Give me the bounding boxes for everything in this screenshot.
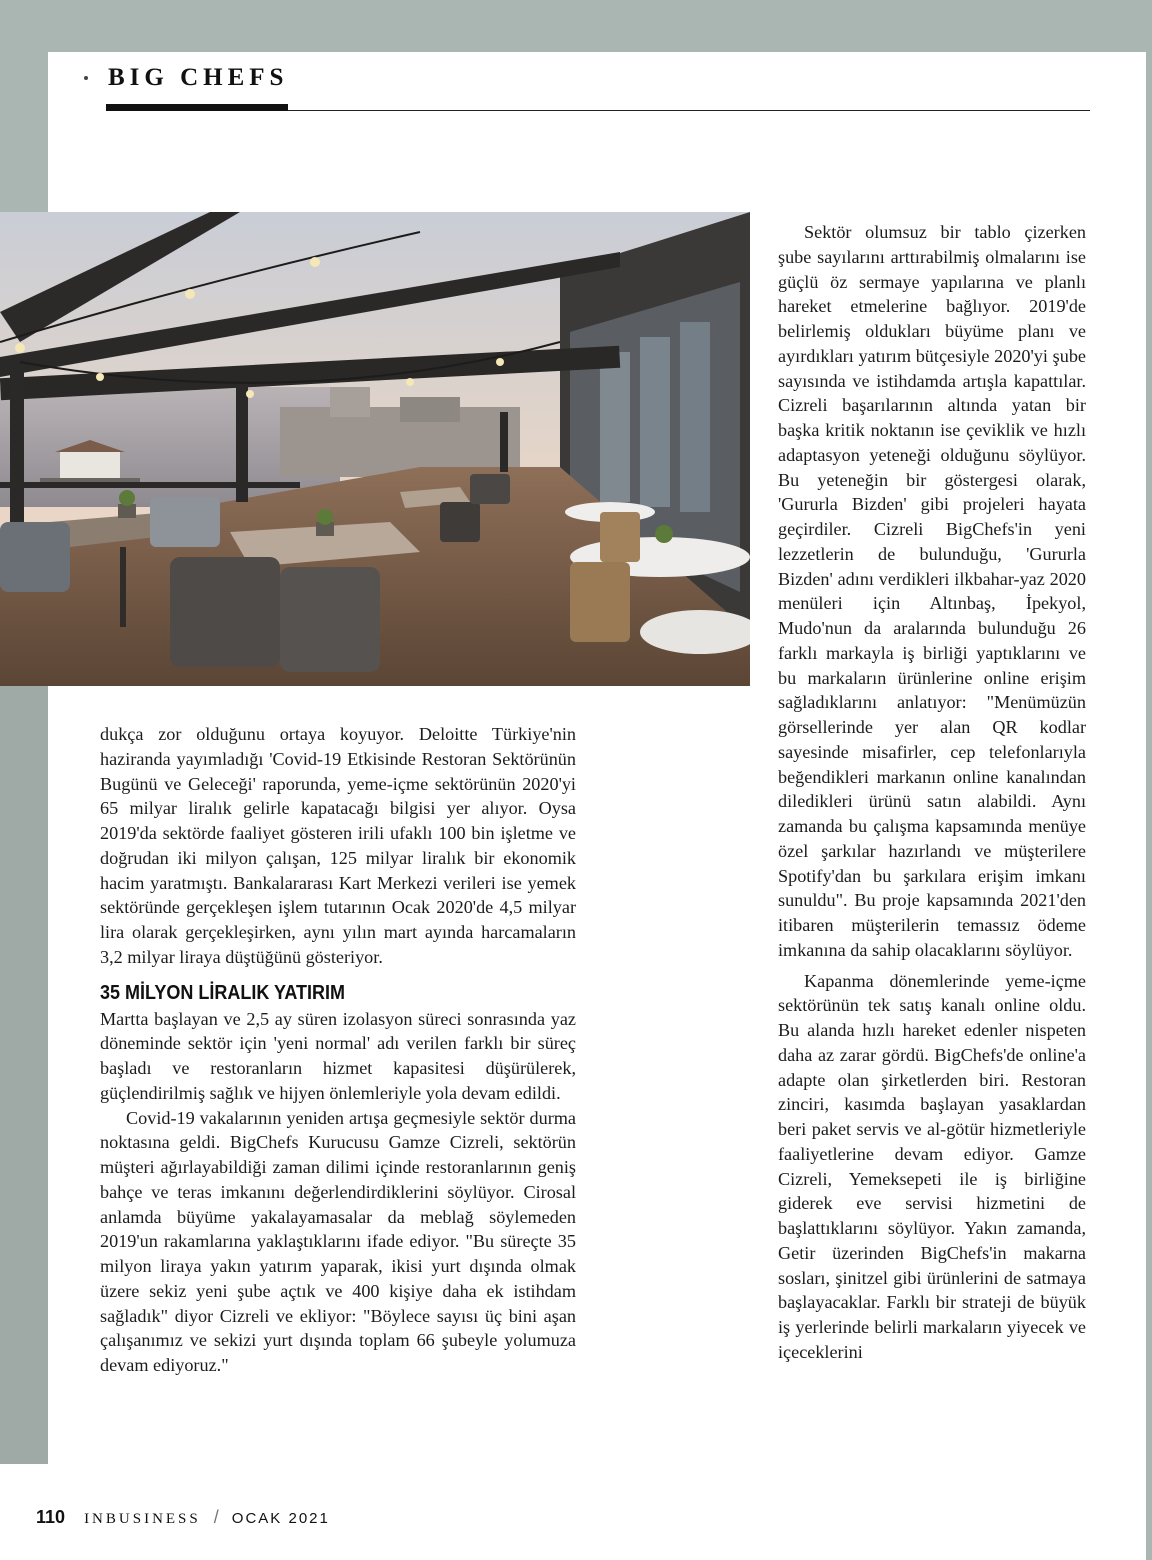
header-rule-thin (288, 110, 1090, 111)
right-paragraph-1: Sektör olumsuz bir tablo çizerken şube sayılarını arttırabilmiş olmalarını ise güçlü öz sermaye yapılarına ve planlı hareket etmelerine bağlıyor. 2019'de belirlemiş oldukları büyüme planı ve ayırdıkları yatırım bütçesiyle 2020'yi şube sayısında ve istihdamda artışla kapattılar. Cizreli başarılarının altında yatan bir başka kritik noktanın ise çeviklik ve hızlı adaptasyon yeteneği olduğunu söylüyor. Bu yeteneğin bir göstergesi olarak, 'Gururla Bizden' gibi projeleri hayata geçirdiler. Cizreli BigChefs'in yeni lezzetlerin de bulunduğu, 'Gururla Bizden' adını verdikleri ilkbahar-yaz 2020 menüleri için Altınbaş, İpekyol, Mudo'nun da aralarında bulunduğu 26 farklı markayla iş birliği yaptıklarını ve bu markaların ürünlerine online erişim sağladıklarını anlatıyor: "Menümüzün görsellerinde yer alan QR kodlar sayesinde misafirler, cep telefonlarıyla beğendikleri markanın online kanalından diledikleri ürünü satın alabildi. Aynı zamanda bu çalışma kapsamında menüye özel şarkılar hazırlandı ve müşterilere Spotify'dan bu şarkılara erişim imkanı sunuldu". Bu proje kapsamında 2021'den itibaren müşterilerin temassız ödeme imkanına da sahip olacaklarını söylüyor. (778, 222, 1086, 960)
section-title: BIG CHEFS (108, 64, 289, 91)
article-left-column (100, 722, 576, 1378)
left-paragraph-1: dukça zor olduğunu ortaya koyuyor. Deloitte Türkiye'nin haziranda yayımladığı 'Covid-19 Etkisinde Restoran Sektörünün Bugünü ve Geleceği' raporunda, yeme-içme sektörünün 2020'yi 65 milyar liralık gelirle kapatacağı bilgisi yer alıyor. Oysa 2019'da sektörde faaliyet gösteren irili ufaklı 100 bin işletme ve doğrudan iki milyon çalışan, 125 milyar liralık bir ekonomik hacim yaratmıştı. Bankalararası Kart Merkezi verileri ise yemek sektöründe gerçekleşen işlem tutarının Ocak 2020'de 4,5 milyar lira olarak gerçekleşirken, aynı yılın mart ayında harcamaların 3,2 milyar liraya düştüğünü gösteriyor. (100, 724, 576, 967)
left-paragraph-3: Covid-19 vakalarının yeniden artışa geçmesiyle sektör durma noktasına geldi. BigChefs Kurucusu Gamze Cizreli, sektörün müşteri ağırlayabildiği zaman dilimi içinde restoranlarının geniş bahçe ve teras imkanını değerlendirdiklerini söylüyor. Cirosal anlamda büyüme yakalayamasalar da meblağ söylemeden 2019'un rakamlarına yaklaştıklarını ifade ediyor. "Bu süreçte 35 milyon liraya yakın yatırım yaparak, ikisi yurt dışında olmak üzere sekiz yeni şube açtık ve 400 kişiye daha ek istihdam sağladık" diyor Cizreli ve ekliyor: "Böylece sayısı üç bini aşan çalışanımız ve sekizi yurt dışında toplam 66 şubeyle yolumuza devam ediyoruz." (100, 1107, 576, 1375)
background-left-band-lower (0, 686, 48, 1464)
issue-date: OCAK 2021 (231, 1510, 330, 1527)
magazine-name: INBUSINESS (84, 1511, 201, 1527)
page-footer (36, 1507, 330, 1528)
left-paragraph-2: Martta başlayan ve 2,5 ay süren izolasyon süreci sonrasında yaz döneminde sektör için 'yeni normal' adı verilen farklı bir süreç başladı ve restoranların hizmet kapasitesi düşürülerek, güçlendirilmiş sağlık ve hijyen önlemleriyle yola devam edildi. (100, 1008, 576, 1103)
background-top-band (0, 0, 1152, 52)
article-subheading: 35 MİLYON LİRALIK YATIRIM (100, 981, 346, 1004)
article-right-column (778, 220, 1086, 1365)
page-number: 110 (36, 1507, 66, 1527)
restaurant-terrace-photo (0, 212, 750, 686)
header-rule-thick (106, 104, 288, 111)
right-paragraph-2: Kapanma dönemlerinde yeme-içme sektörünün tek satış kanalı online oldu. Bu alanda hızlı hareket edenler nispeten daha az zarar gördü. BigChefs'de online'a adapte olan şirketlerden biri. Restoran zinciri, kasımda başlayan yasaklardan beri paket servis ve al-götür hizmetleriyle faaliyetlerine devam ediyor. Gamze Cizreli, Yemeksepeti ile iş birliğine giderek eve servisi hizmetini de başlattıklarını söylüyor. Yakın zamanda, Getir üzerinden BigChefs'in makarna sosları, şinitzel gibi ürünlerini de satmaya başlayacaklar. Farklı bir strateji de büyük iş yerlerinde belirli markaların yiyecek ve içeceklerini (778, 970, 1086, 1362)
background-right-band (1146, 0, 1152, 1560)
footer-separator: / (213, 1507, 219, 1527)
header-bullet (84, 76, 88, 80)
photo-illustration (0, 212, 750, 686)
